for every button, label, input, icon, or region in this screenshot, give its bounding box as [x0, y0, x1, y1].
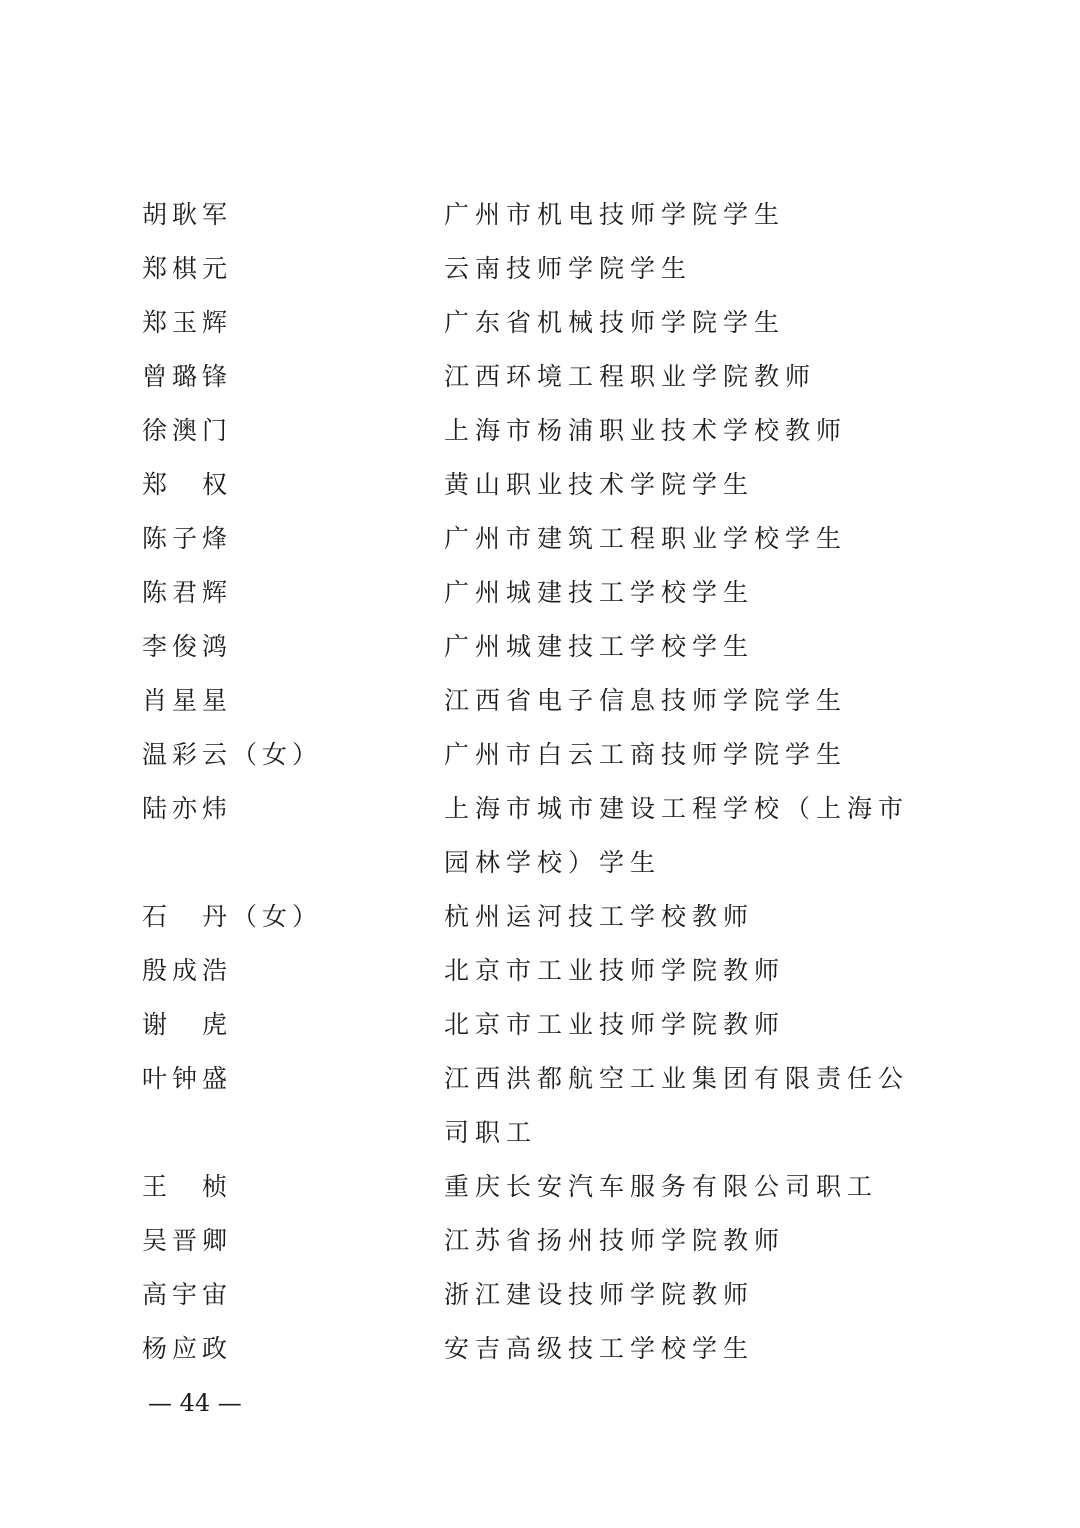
person-unit: 北京市工业技师学院教师 [444, 956, 786, 985]
list-item [0, 512, 1080, 566]
list-item [0, 188, 1080, 242]
person-unit: 江西洪都航空工业集团有限责任公司职工 [444, 1064, 910, 1147]
person-name: 石 丹（女） [142, 902, 323, 931]
person-unit: 杭州运河技工学校教师 [444, 902, 755, 931]
person-name: 谢 虎 [142, 1010, 233, 1039]
list-item [0, 1268, 1080, 1322]
list-item [0, 728, 1080, 782]
person-unit: 广东省机械技师学院学生 [444, 308, 786, 337]
list-item [0, 890, 1080, 944]
list-item [0, 620, 1080, 674]
person-unit: 江西环境工程职业学院教师 [444, 362, 817, 391]
list-item [0, 458, 1080, 512]
person-name: 胡耿军 [142, 200, 233, 229]
person-unit: 北京市工业技师学院教师 [444, 1010, 786, 1039]
person-name: 叶钟盛 [142, 1064, 233, 1093]
person-name: 陆亦炜 [142, 794, 233, 823]
person-name: 李俊鸿 [142, 632, 233, 661]
person-name: 曾璐锋 [142, 362, 233, 391]
person-name: 郑 权 [142, 470, 233, 499]
list-item [0, 350, 1080, 404]
person-name: 温彩云（女） [142, 740, 323, 769]
person-name: 陈子烽 [142, 524, 233, 553]
person-name: 郑玉辉 [142, 308, 233, 337]
person-unit: 上海市杨浦职业技术学校教师 [444, 416, 848, 445]
list-item [0, 1322, 1080, 1376]
person-unit: 广州市白云工商技师学院学生 [444, 740, 848, 769]
list-item [0, 944, 1080, 998]
person-unit: 上海市城市建设工程学校（上海市园林学校）学生 [444, 794, 910, 877]
person-unit: 云南技师学院学生 [444, 254, 693, 283]
person-unit: 江苏省扬州技师学院教师 [444, 1226, 786, 1255]
list-item [0, 404, 1080, 458]
person-unit: 广州市建筑工程职业学校学生 [444, 524, 848, 553]
list-item [0, 998, 1080, 1052]
list-item [0, 1052, 1080, 1160]
person-unit: 广州市机电技师学院学生 [444, 200, 786, 229]
person-unit: 江西省电子信息技师学院学生 [444, 686, 848, 715]
person-name: 杨应政 [142, 1334, 233, 1363]
list-item [0, 1214, 1080, 1268]
list-item [0, 674, 1080, 728]
person-name: 徐澳门 [142, 416, 233, 445]
person-name: 肖星星 [142, 686, 233, 715]
person-name: 郑棋元 [142, 254, 233, 283]
person-name: 吴晋卿 [142, 1226, 233, 1255]
person-unit: 浙江建设技师学院教师 [444, 1280, 755, 1309]
person-name: 陈君辉 [142, 578, 233, 607]
list-item [0, 1160, 1080, 1214]
person-name: 王 桢 [142, 1172, 233, 1201]
list-item [0, 566, 1080, 620]
person-unit: 广州城建技工学校学生 [444, 578, 755, 607]
person-unit: 重庆长安汽车服务有限公司职工 [444, 1172, 879, 1201]
person-name: 殷成浩 [142, 956, 233, 985]
list-item [0, 242, 1080, 296]
person-unit: 广州城建技工学校学生 [444, 632, 755, 661]
list-item [0, 296, 1080, 350]
list-item [0, 782, 1080, 890]
person-unit: 黄山职业技术学院学生 [444, 470, 755, 499]
person-name: 高宇宙 [142, 1280, 233, 1309]
person-unit: 安吉高级技工学校学生 [444, 1334, 755, 1363]
page-number: — 44 — [148, 1389, 242, 1417]
